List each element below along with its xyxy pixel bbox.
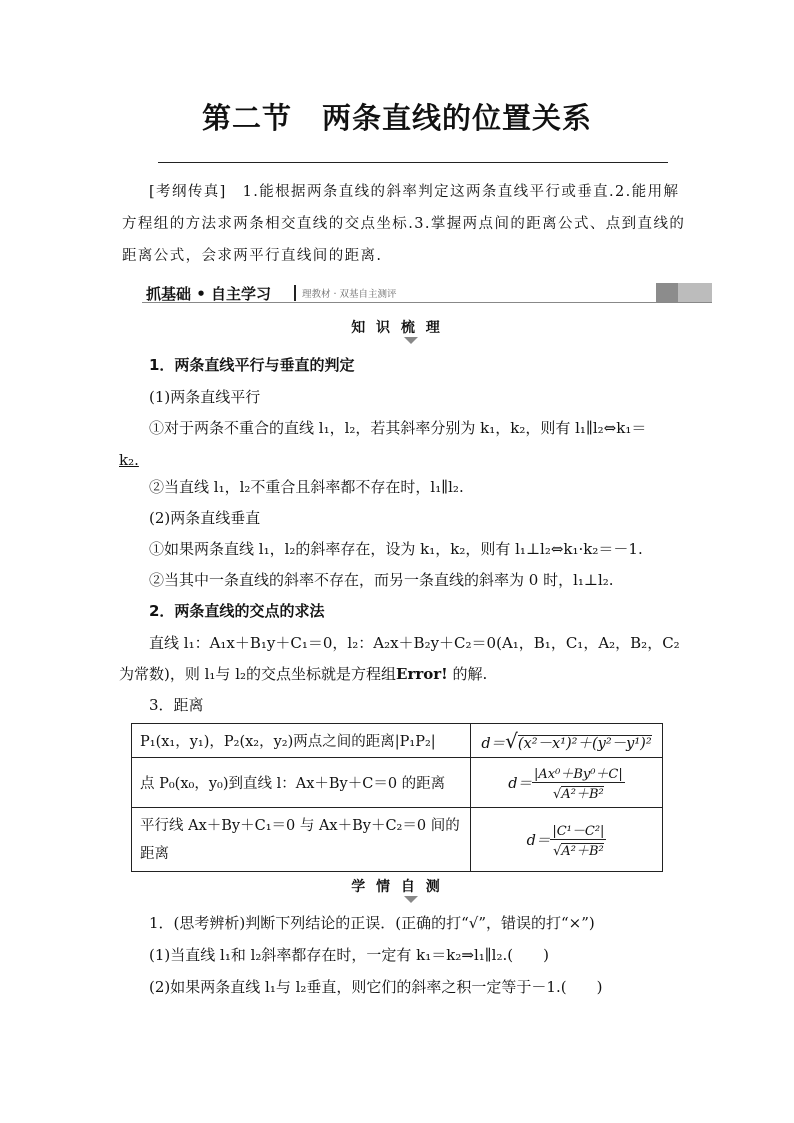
banner-dark-block	[656, 283, 678, 302]
section-heading-self-test: 学 情 自 测	[351, 879, 443, 895]
intersection-text-1: 直线 l₁：A₁x＋B₁y＋C₁＝0，l₂：A₂x＋B₂y＋C₂＝0(A₁，B₁，C₁，A₂，B₂，C₂	[149, 634, 680, 652]
formula-lhs: d＝	[526, 833, 551, 849]
banner-title: 抓基础 • 自主学习	[146, 285, 272, 303]
formula-lhs: d＝	[481, 735, 506, 752]
intersection-text-2b: 的解.	[447, 665, 488, 683]
quiz-item-1: (1)当直线 l₁和 l₂斜率都存在时，一定有 k₁＝k₂⇒l₁∥l₂.( )	[149, 946, 549, 964]
banner-subtitle: 理教材 · 双基自主测评	[302, 289, 397, 300]
subheading-perpendicular: (2)两条直线垂直	[149, 509, 261, 527]
banner-underline	[142, 302, 712, 303]
quiz-item-2: (2)如果两条直线 l₁与 l₂垂直，则它们的斜率之积一定等于－1.( )	[149, 978, 603, 996]
perpendicular-rule-1: ①如果两条直线 l₁，l₂的斜率存在，设为 k₁，k₂，则有 l₁⊥l₂⇔k₁·k₂＝－1.	[149, 540, 643, 558]
banner-separator	[294, 285, 296, 301]
row-label: 平行线 Ax＋By＋C₁＝0 与 Ax＋By＋C₂＝0 间的距离	[132, 808, 471, 872]
section-heading-knowledge: 知 识 梳 理	[351, 320, 443, 336]
title-divider	[158, 162, 668, 163]
outline-line-3: 距离公式，会求两平行直线间的距离.	[122, 248, 383, 264]
subheading-parallel: (1)两条直线平行	[149, 388, 261, 406]
intersection-text-2a: 为常数)，则 l₁与 l₂的交点坐标就是方程组	[119, 665, 397, 683]
perpendicular-rule-2: ②当其中一条直线的斜率不存在，而另一条直线的斜率为 0 时，l₁⊥l₂.	[149, 571, 614, 589]
formula-two-points: d＝√(x²－x¹)²＋(y²－y¹)²	[471, 724, 663, 758]
page-title: 第二节 两条直线的位置关系	[201, 101, 592, 135]
section-arrow-icon	[404, 337, 418, 344]
outline-line-2: 方程组的方法求两条相交直线的交点坐标.3.掌握两点间的距离公式、点到直线的	[122, 216, 686, 232]
equation-error-text: Error!	[396, 665, 448, 683]
formula-lhs: d＝	[508, 776, 533, 792]
heading-distance: 3．距离	[149, 696, 204, 714]
table-row	[132, 758, 663, 808]
intersection-text-2	[119, 658, 487, 690]
banner-light-block	[678, 283, 712, 302]
quiz-question-1: 1．(思考辨析)判断下列结论的正误．(正确的打“√”，错误的打“×”)	[149, 914, 595, 932]
heading-parallel-perpendicular: 1．两条直线平行与垂直的判定	[149, 356, 355, 374]
distance-formula-table	[131, 723, 663, 872]
section-arrow-icon	[404, 896, 418, 903]
row-label: P₁(x₁，y₁)，P₂(x₂，y₂)两点之间的距离|P₁P₂|	[132, 724, 471, 758]
section-banner	[142, 283, 712, 303]
parallel-rule-1: ①对于两条不重合的直线 l₁，l₂，若其斜率分别为 k₁，k₂，则有 l₁∥l₂⇔k₁＝	[149, 419, 647, 437]
row-label: 点 P₀(x₀，y₀)到直线 l：Ax＋By＋C＝0 的距离	[132, 758, 471, 808]
outline-line-1: [考纲传真] 1.能根据两条直线的斜率判定这两条直线平行或垂直.2.能用解	[149, 184, 680, 200]
parallel-rule-1-cont: k₂.	[119, 451, 139, 469]
formula-parallel-lines: d＝ |C¹－C²| √A²＋B²	[471, 808, 663, 872]
parallel-rule-2: ②当直线 l₁，l₂不重合且斜率都不存在时，l₁∥l₂.	[149, 478, 464, 496]
table-row	[132, 808, 663, 872]
formula-point-line: d＝ |Ax⁰＋By⁰＋C| √A²＋B²	[471, 758, 663, 808]
table-row	[132, 724, 663, 758]
heading-intersection: 2．两条直线的交点的求法	[149, 602, 325, 620]
